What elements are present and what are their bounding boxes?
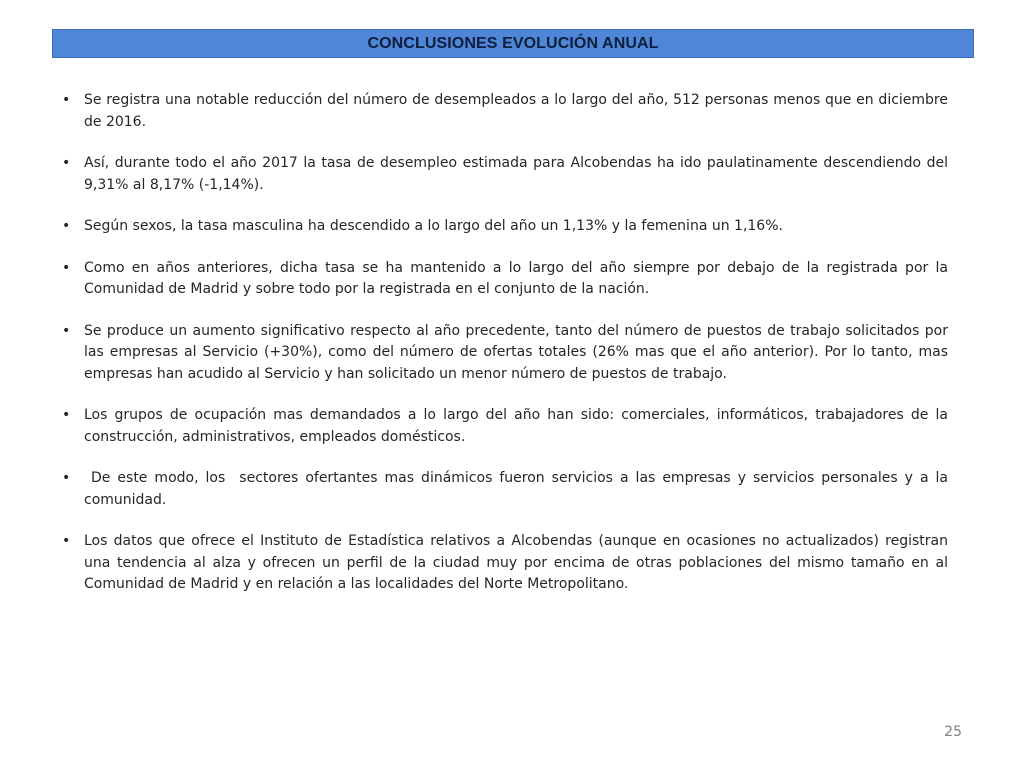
bullet-text: Según sexos, la tasa masculina ha descendido a lo largo del año un 1,13% y la femenina un 1,16%.: [84, 218, 783, 234]
bullet-icon: •: [62, 322, 71, 339]
bullet-text: Se produce un aumento significativo respecto al año precedente, tanto del número de puestos de trabajo solicitados por las empresas al Servicio (+30%), como del número de ofertas totales (26% mas que el año anterior). Por lo tanto, mas empresas han acudido al Servicio y han solicitado un menor número de puestos de trabajo.: [84, 322, 948, 382]
bullet-item: [62, 216, 948, 238]
bullet-text: Los datos que ofrece el Instituto de Estadística relativos a Alcobendas (aunque en ocasiones no actualizados) registran una tendencia al alza y ofrecen un perfil de la ciudad muy por encima de otras poblaciones del mismo tamaño en al Comunidad de Madrid y en relación a las localidades del Norte Metropolitano.: [84, 533, 948, 592]
bullet-text: Como en años anteriores, dicha tasa se ha mantenido a lo largo del año siempre por debajo de la registrada por la Comunidad de Madrid y sobre todo por la registrada en el conjunto de la nación.: [84, 259, 948, 297]
bullet-icon: •: [62, 533, 71, 549]
slide-title: CONCLUSIONES EVOLUCIÓN ANUAL: [367, 34, 659, 52]
bullet-text: Así, durante todo el año 2017 la tasa de desempleo estimada para Alcobendas ha ido paulatinamente descendiendo del 9,31% al 8,17% (-1,14%).: [84, 155, 948, 193]
bullet-item: [62, 531, 948, 596]
conclusions-list: [62, 90, 953, 616]
bullet-item: [62, 258, 948, 301]
bullet-icon: •: [62, 407, 71, 423]
bullet-icon: •: [62, 155, 71, 171]
bullet-item: [62, 90, 948, 133]
bullet-item: [62, 468, 953, 511]
bullet-icon: •: [62, 259, 71, 276]
page-number: 25: [944, 724, 962, 740]
bullet-text: Los grupos de ocupación mas demandados a lo largo del año han sido: comerciales, informáticos, trabajadores de la construcción, administrativos, empleados domésticos.: [84, 407, 948, 445]
bullet-text: De este modo, los sectores ofertantes mas dinámicos fueron servicios a las empresas y servicios personales y a la comunidad.: [84, 470, 953, 508]
bullet-item: [62, 153, 948, 196]
bullet-icon: •: [62, 218, 71, 234]
title-banner: [52, 29, 974, 58]
bullet-text: Se registra una notable reducción del número de desempleados a lo largo del año, 512 personas menos que en diciembre de 2016.: [84, 92, 948, 130]
bullet-item: [62, 321, 948, 386]
bullet-icon: •: [62, 470, 71, 486]
bullet-item: [62, 405, 948, 448]
bullet-icon: •: [62, 92, 71, 108]
